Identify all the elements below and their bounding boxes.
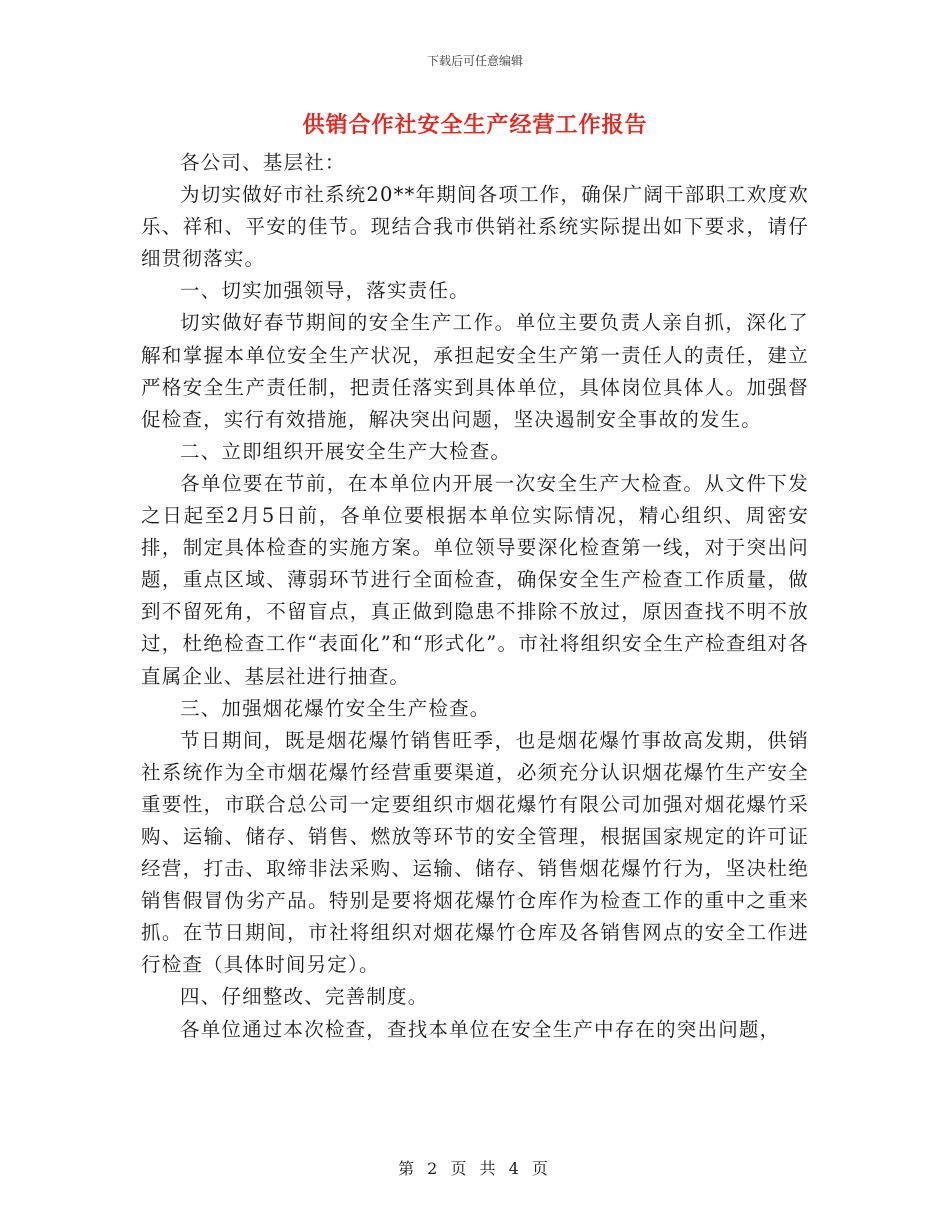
page-number-footer: 第 2 页 共 4 页 [398,1159,552,1178]
section-heading-4: 四、仔细整改、完善制度。 [180,985,429,1009]
document-body [141,147,809,1046]
paragraph-section-2: 各单位要在节前，在本单位内开展一次安全生产大检查。从文件下发之日起至2月5日前，各单位要根据本单位实际情况，精心组织、周密安排，制定具体检查的实施方案。单位领导要深化检查第一线，对于突出问题，重点区域、薄弱环节进行全面检查，确保安全生产检查工作质量，做到不留死角，不留盲点，真正做到隐患不排除不放过，原因查找不明不放过，杜绝检查工作“表面化”和“形式化”。市社将组织安全生产检查组对各直属企业、基层社进行抽查。 [141,471,809,688]
section-heading-2: 二、立即组织开展安全生产大检查。 [180,439,512,463]
paragraph-intro: 为切实做好市社系统20**年期间各项工作，确保广阔干部职工欢度欢乐、祥和、平安的佳节。现结合我市供销社系统实际提出如下要求，请仔细贯彻落实。 [141,183,809,271]
section-heading-3: 三、加强烟花爆竹安全生产检查。 [180,696,491,720]
paragraph-section-4: 各单位通过本次检查，查找本单位在安全生产中存在的突出问题， [180,1017,781,1041]
document-title: 供销合作社安全生产经营工作报告 [302,112,648,138]
header-note: 下载后可任意编辑 [426,54,523,68]
section-heading-1: 一、切实加强领导，落实责任。 [180,279,470,303]
paragraph-section-1: 切实做好春节期间的安全生产工作。单位主要负责人亲自抓，深化了解和掌握本单位安全生产状况，承担起安全生产第一责任人的责任，建立严格安全生产责任制，把责任落实到具体单位，具体岗位具体人。加强督促检查，实行有效措施，解决突出问题，坚决遏制安全事故的发生。 [141,311,809,431]
paragraph-section-3: 节日期间，既是烟花爆竹销售旺季，也是烟花爆竹事故高发期，供销社系统作为全市烟花爆竹经营重要渠道，必须充分认识烟花爆竹生产安全重要性，市联合总公司一定要组织市烟花爆竹有限公司加强对烟花爆竹采购、运输、储存、销售、燃放等环节的安全管理，根据国家规定的许可证经营，打击、取缔非法采购、运输、储存、销售烟花爆竹行为，坚决杜绝销售假冒伪劣产品。特别是要将烟花爆竹仓库作为检查工作的重中之重来抓。在节日期间，市社将组织对烟花爆竹仓库及各销售网点的安全工作进行检查（具体时间另定）。 [141,728,809,977]
paragraph-salutation: 各公司、基层社： [180,151,346,174]
